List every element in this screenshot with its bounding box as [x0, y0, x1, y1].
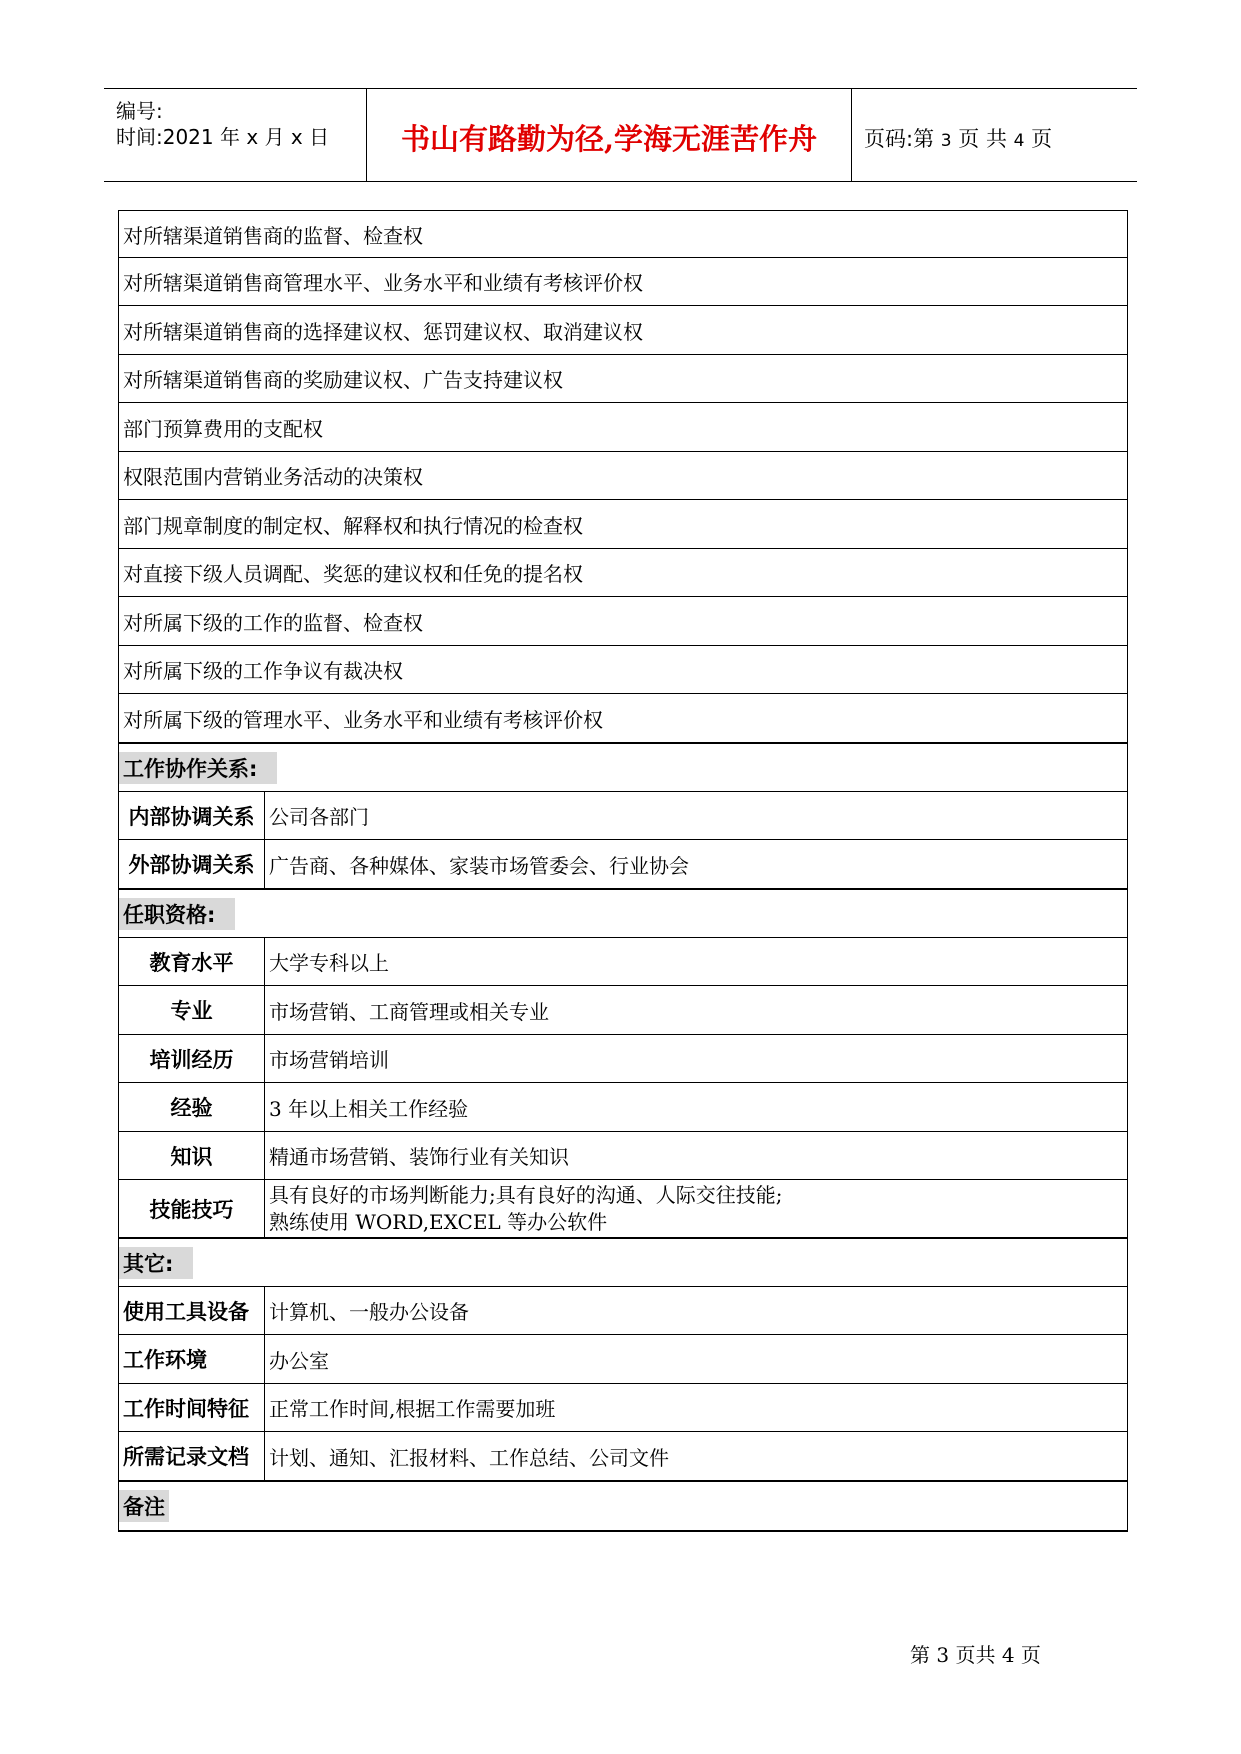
other-label: 工作时间特征: [119, 1384, 265, 1431]
footer-prefix: 第: [910, 1643, 930, 1667]
qualification-value: 3 年以上相关工作经验: [269, 1096, 469, 1121]
qualification-skills-row: [118, 1180, 1128, 1239]
authority-row: [118, 500, 1128, 549]
qualification-section-header: [118, 890, 1128, 938]
authority-row: [118, 258, 1128, 306]
authority-item: 对所辖渠道销售商的奖励建议权、广告支持建议权: [123, 368, 563, 392]
authority-item: 部门规章制度的制定权、解释权和执行情况的检查权: [123, 513, 583, 538]
cooperation-row: [118, 840, 1128, 890]
other-value: 计划、通知、汇报材料、工作总结、公司文件: [269, 1445, 669, 1470]
document-time-label: 时间:2021 年 x 月 x 日: [116, 125, 330, 149]
other-row: [118, 1432, 1128, 1482]
footer-total: 4: [1001, 1643, 1015, 1667]
authority-item: 对所辖渠道销售商的监督、检查权: [123, 223, 423, 248]
cooperation-title: 工作协作关系:: [119, 752, 277, 784]
authority-item: 对所辖渠道销售商管理水平、业务水平和业绩有考核评价权: [123, 271, 643, 295]
page-suffix: 页: [1031, 127, 1053, 151]
cooperation-value: 广告商、各种媒体、家装市场管委会、行业协会: [269, 853, 689, 878]
header-motto-cell: [366, 89, 852, 181]
page-header: [104, 88, 1137, 182]
other-label: 所需记录文档: [119, 1432, 265, 1480]
qualification-value: 市场营销培训: [269, 1048, 389, 1072]
other-row: [118, 1335, 1128, 1384]
page-total: 4: [1013, 131, 1025, 151]
footer-mid: 页共: [955, 1643, 996, 1667]
remarks-row: [118, 1482, 1128, 1532]
motto-text: 书山有路勤为径,学海无涯苦作舟: [400, 122, 818, 156]
skills-label: 技能技巧: [119, 1180, 265, 1237]
header-info-cell: [104, 89, 366, 181]
qualification-row: [118, 986, 1128, 1035]
other-value: 正常工作时间,根据工作需要加班: [269, 1397, 556, 1421]
qualification-label: 培训经历: [119, 1035, 265, 1082]
header-page-number: [864, 123, 1052, 153]
qualification-label: 经验: [119, 1083, 265, 1131]
document-number-label: 编号:: [116, 99, 163, 123]
qualification-label: 教育水平: [119, 938, 265, 985]
footer-current: 3: [936, 1643, 950, 1667]
qualification-row: [118, 938, 1128, 986]
other-title: 其它:: [119, 1247, 193, 1279]
authority-item: 部门预算费用的支配权: [123, 416, 323, 441]
page-footer: [910, 1639, 1041, 1668]
authority-row: [118, 306, 1128, 355]
qualification-title: 任职资格:: [119, 898, 235, 930]
cooperation-label: 内部协调关系: [119, 792, 265, 839]
qualification-label: 专业: [119, 986, 265, 1034]
other-row: [118, 1287, 1128, 1335]
job-description-table: [118, 210, 1128, 1532]
cooperation-row: [118, 792, 1128, 840]
header-page-cell: [852, 89, 1137, 181]
other-value: 办公室: [269, 1348, 329, 1373]
cooperation-section-header: [118, 744, 1128, 792]
authority-row: [118, 597, 1128, 646]
remarks-label: 备注: [119, 1490, 169, 1522]
qualification-row: [118, 1132, 1128, 1180]
authority-item: 对直接下级人员调配、奖惩的建议权和任免的提名权: [123, 562, 583, 586]
other-label: 使用工具设备: [119, 1287, 265, 1334]
qualification-value: 精通市场营销、装饰行业有关知识: [269, 1145, 569, 1169]
skills-line-2: 熟练使用 WORD,EXCEL 等办公软件: [269, 1209, 608, 1234]
authority-item: 对所属下级的管理水平、业务水平和业绩有考核评价权: [123, 707, 603, 732]
authority-row: [118, 210, 1128, 258]
qualification-row: [118, 1035, 1128, 1083]
skills-line-1: 具有良好的市场判断能力;具有良好的沟通、人际交往技能;: [269, 1182, 783, 1207]
other-section-header: [118, 1239, 1128, 1287]
authority-row: [118, 646, 1128, 694]
page-prefix: 页码:第: [864, 127, 935, 151]
other-label: 工作环境: [119, 1335, 265, 1383]
other-row: [118, 1384, 1128, 1432]
page-current: 3: [940, 131, 952, 151]
authority-row: [118, 355, 1128, 403]
authority-row: [118, 694, 1128, 744]
authority-row: [118, 452, 1128, 500]
qualification-value: 市场营销、工商管理或相关专业: [269, 999, 549, 1024]
qualification-row: [118, 1083, 1128, 1132]
qualification-value: 大学专科以上: [269, 951, 389, 975]
other-value: 计算机、一般办公设备: [269, 1300, 469, 1324]
authority-item: 对所属下级的工作争议有裁决权: [123, 659, 403, 683]
page-mid: 页 共: [958, 127, 1007, 151]
authority-row: [118, 549, 1128, 597]
authority-row: [118, 403, 1128, 452]
cooperation-value: 公司各部门: [269, 805, 369, 829]
authority-item: 对所属下级的工作的监督、检查权: [123, 610, 423, 635]
authority-item: 对所辖渠道销售商的选择建议权、惩罚建议权、取消建议权: [123, 319, 643, 344]
footer-suffix: 页: [1020, 1643, 1041, 1667]
authority-item: 权限范围内营销业务活动的决策权: [123, 465, 423, 489]
cooperation-label: 外部协调关系: [119, 840, 265, 888]
qualification-label: 知识: [119, 1132, 265, 1179]
